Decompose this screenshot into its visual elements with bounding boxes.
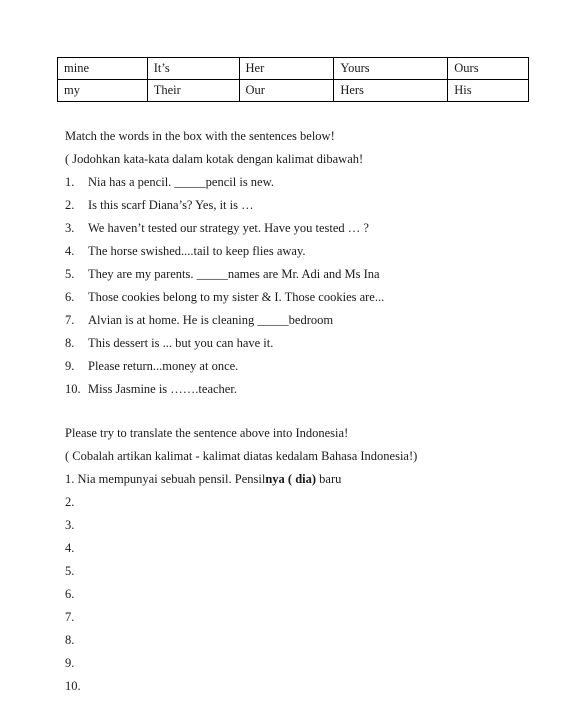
list-item — [65, 221, 369, 236]
item-number: 1. — [65, 472, 75, 486]
item-text: Nia has a pencil. _____pencil is new. — [88, 175, 274, 189]
list-item — [65, 198, 254, 213]
blank-item-number: 10. — [65, 679, 81, 693]
table-row — [58, 80, 529, 102]
section1-instruction-indonesian: ( Jodohkan kata-kata dalam kotak dengan kalimat dibawah! — [65, 152, 364, 166]
translation-bold-text: nya ( dia) — [265, 472, 317, 486]
item-text: Those cookies belong to my sister & I. Those cookies are... — [88, 290, 385, 304]
item-number: 3. — [65, 221, 75, 235]
word-cell: Her — [239, 58, 334, 80]
item-number: 7. — [65, 313, 75, 327]
item-text: We haven’t tested our strategy yet. Have you tested … ? — [88, 221, 369, 235]
list-item — [65, 244, 306, 259]
item-text: They are my parents. _____names are Mr. Adi and Ms Ina — [88, 267, 380, 281]
translation-text: Nia mempunyai sebuah pensil. Pensil — [77, 472, 266, 486]
word-box-table — [57, 57, 529, 102]
section2-instruction-indonesian: ( Cobalah artikan kalimat - kalimat diatas kedalam Bahasa Indonesia!) — [65, 449, 418, 463]
blank-item-number: 6. — [65, 587, 75, 601]
blank-item-number: 8. — [65, 633, 75, 647]
item-text: The horse swished....tail to keep flies away. — [88, 244, 306, 258]
word-cell: It’s — [147, 58, 239, 80]
blank-item-number: 7. — [65, 610, 75, 624]
item-text: Miss Jasmine is …….teacher. — [88, 382, 237, 396]
list-item — [65, 313, 333, 328]
section2-instruction: Please try to translate the sentence above into Indonesia! — [65, 426, 349, 440]
list-item — [65, 336, 273, 351]
list-item — [65, 267, 380, 282]
word-cell: Our — [239, 80, 334, 102]
word-cell: His — [448, 80, 529, 102]
section1-instruction: Match the words in the box with the sentences below! — [65, 129, 335, 143]
blank-item-number: 2. — [65, 495, 75, 509]
word-cell: Yours — [334, 58, 448, 80]
item-number: 8. — [65, 336, 75, 350]
item-text: Is this scarf Diana’s? Yes, it is … — [88, 198, 254, 212]
word-cell: my — [58, 80, 148, 102]
item-number: 9. — [65, 359, 75, 373]
blank-item-number: 3. — [65, 518, 75, 532]
item-number: 10. — [65, 382, 81, 396]
blank-item-number: 5. — [65, 564, 75, 578]
blank-item-number: 9. — [65, 656, 75, 670]
item-number: 4. — [65, 244, 75, 258]
item-text: This dessert is ... but you can have it. — [88, 336, 274, 350]
list-item — [65, 290, 384, 305]
word-cell: Hers — [334, 80, 448, 102]
list-item — [65, 175, 274, 190]
item-number: 1. — [65, 175, 75, 189]
table-row — [58, 58, 529, 80]
list-item — [65, 382, 237, 397]
blank-item-number: 4. — [65, 541, 75, 555]
item-number: 2. — [65, 198, 75, 212]
item-text: Please return...money at once. — [88, 359, 239, 373]
item-text: Alvian is at home. He is cleaning _____bedroom — [88, 313, 334, 327]
translation-item — [65, 472, 341, 487]
translation-text-end: baru — [316, 472, 342, 486]
word-cell: mine — [58, 58, 148, 80]
item-number: 6. — [65, 290, 75, 304]
word-cell: Ours — [448, 58, 529, 80]
list-item — [65, 359, 238, 374]
item-number: 5. — [65, 267, 75, 281]
word-cell: Their — [147, 80, 239, 102]
